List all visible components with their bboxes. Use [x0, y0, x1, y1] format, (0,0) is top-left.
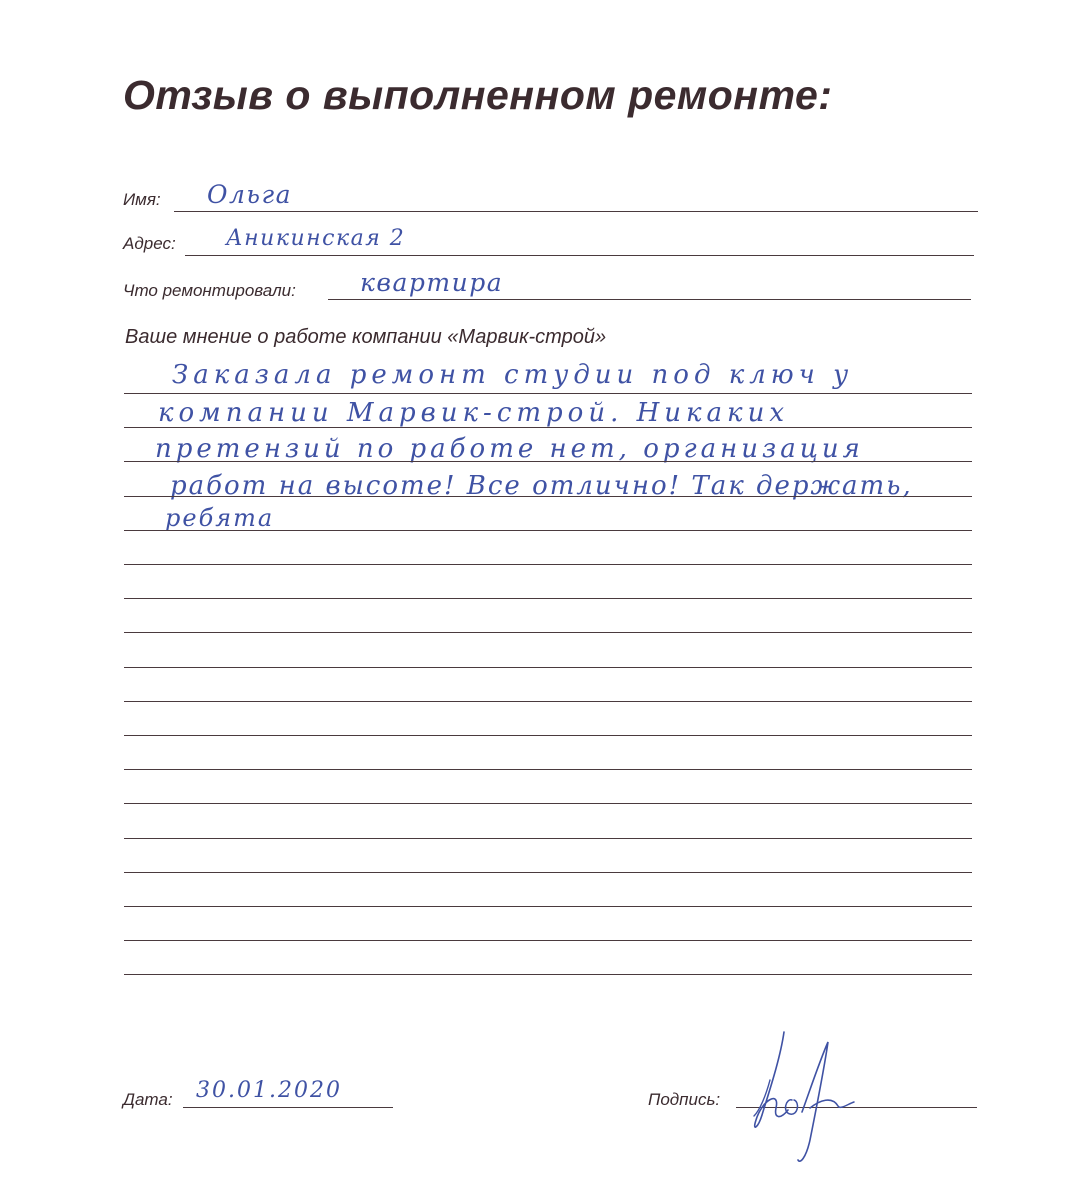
ruled-line	[124, 667, 972, 668]
repair-value: квартира	[360, 268, 504, 297]
signature-label: Подпись:	[648, 1090, 721, 1109]
ruled-line	[124, 598, 972, 599]
ruled-line	[124, 427, 972, 428]
opinion-line: компании Марвик-строй. Никаких	[158, 398, 789, 428]
ruled-line	[124, 803, 972, 804]
name-label: Имя:	[123, 190, 161, 209]
ruled-line	[124, 940, 972, 941]
opinion-line: Заказала ремонт студии под ключ у	[172, 360, 854, 390]
date-underline	[183, 1107, 393, 1108]
ruled-line	[124, 872, 972, 873]
opinion-line: претензий по работе нет, организация	[155, 434, 864, 464]
repair-label: Что ремонтировали:	[123, 281, 296, 300]
opinion-line: работ на высоте! Все отлично! Так держать,	[170, 471, 913, 501]
ruled-line	[124, 974, 972, 975]
ruled-line	[124, 393, 972, 394]
ruled-line	[124, 701, 972, 702]
ruled-line	[124, 632, 972, 633]
date-value: 30.01.2020	[196, 1078, 342, 1103]
ruled-line	[124, 906, 972, 907]
ruled-line	[124, 461, 972, 462]
opinion-line: ребята	[165, 504, 275, 532]
ruled-line	[124, 735, 972, 736]
repair-underline	[328, 299, 971, 300]
ruled-line	[124, 530, 972, 531]
ruled-line	[124, 838, 972, 839]
form-title: Отзыв о выполненном ремонте:	[123, 72, 833, 118]
ruled-line	[124, 564, 972, 565]
name-underline	[174, 211, 978, 212]
name-value: Ольга	[207, 180, 293, 209]
address-underline	[185, 255, 974, 256]
date-label: Дата:	[123, 1090, 173, 1109]
ruled-line	[124, 496, 972, 497]
address-label: Адрес:	[123, 234, 176, 253]
opinion-heading: Ваше мнение о работе компании «Марвик-строй»	[125, 326, 607, 348]
handwritten-signature	[740, 1020, 870, 1165]
address-value: Аникинская 2	[226, 226, 406, 251]
ruled-line	[124, 769, 972, 770]
